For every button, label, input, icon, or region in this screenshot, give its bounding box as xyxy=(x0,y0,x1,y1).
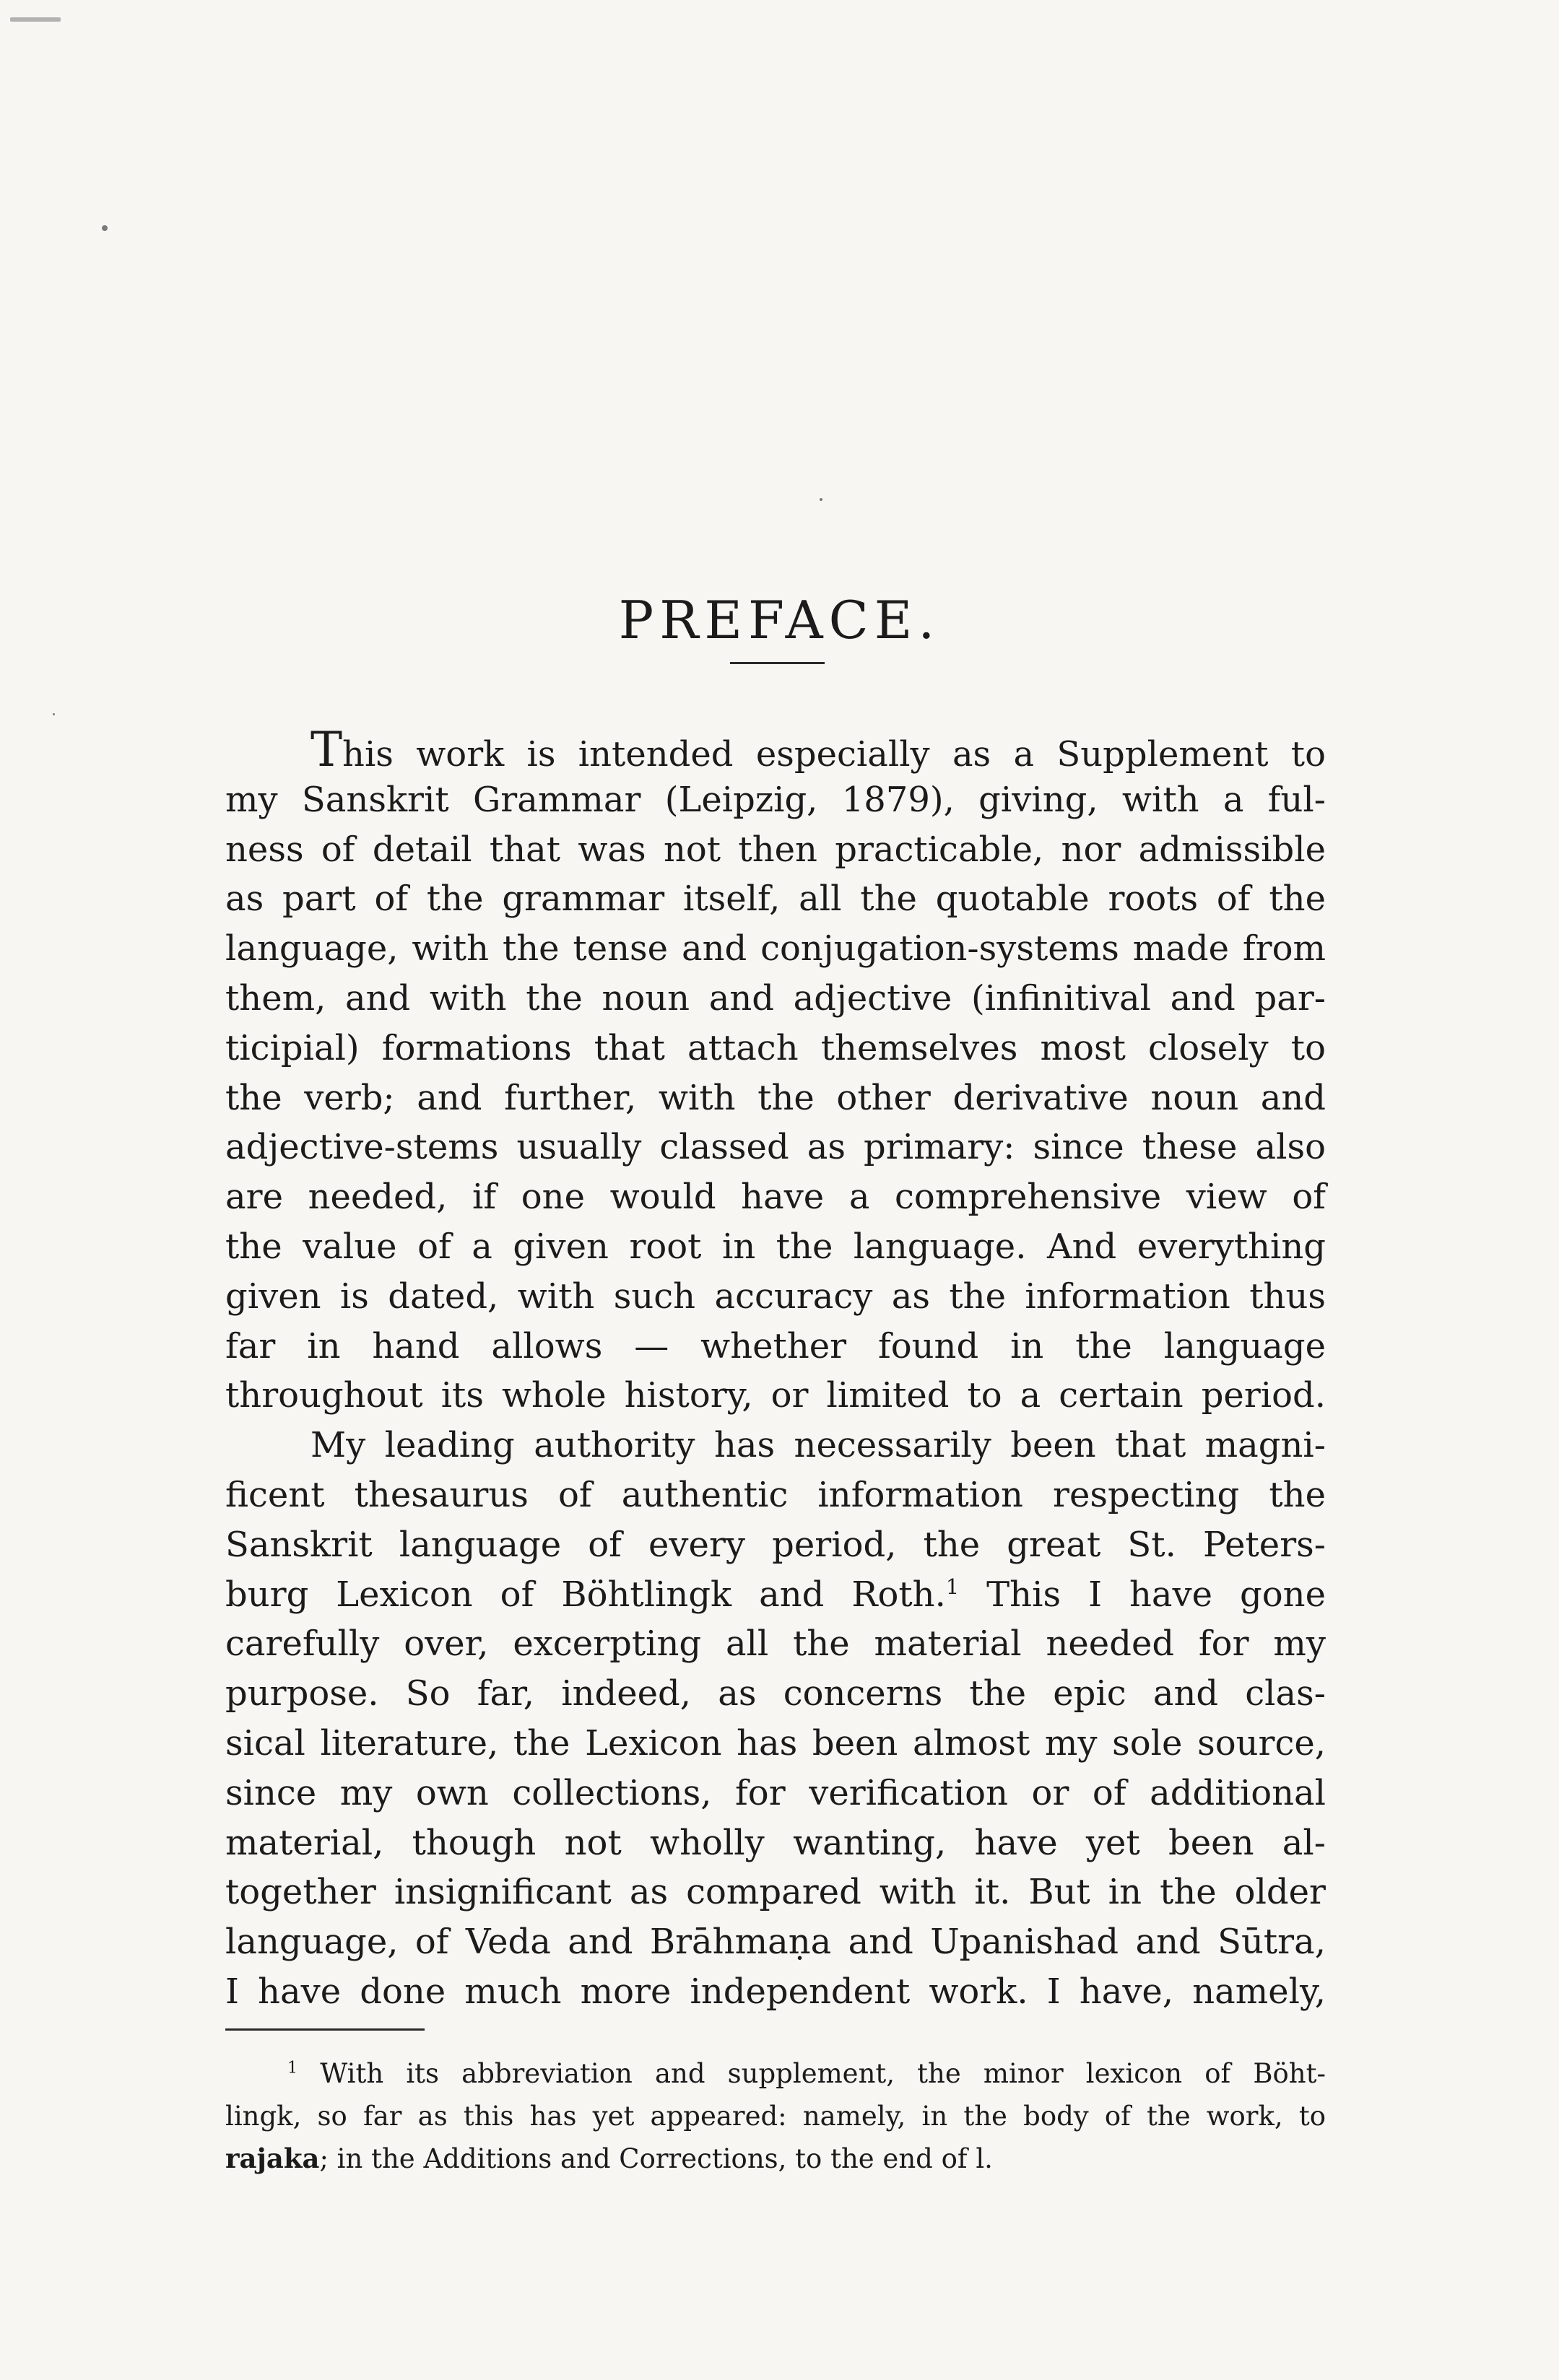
footnote-divider xyxy=(225,2028,425,2031)
text-line: language, of Veda and Brāhmaṇa and Upanishad and Sūtra, xyxy=(225,1922,1326,1963)
text-line: throughout its whole history, or limited to a certain period. xyxy=(225,1375,1326,1416)
text-line: My leading authority has necessarily been that magni- xyxy=(311,1425,1326,1466)
text-line: I have done much more independent work. I have, namely, xyxy=(225,1971,1326,2012)
text-line: since my own collections, for verification or of additional xyxy=(225,1772,1326,1813)
title-divider xyxy=(730,662,825,664)
footnote-line: rajaka; in the Additions and Corrections, to the end of l. xyxy=(225,2143,993,2174)
text-line: as part of the grammar itself, all the quotable roots of the xyxy=(225,879,1326,920)
text-line: adjective-stems usually classed as primary: since these also xyxy=(225,1127,1326,1168)
preface-body xyxy=(225,722,1326,2017)
page-title: PREFACE. xyxy=(618,590,941,651)
text-line: them, and with the noun and adjective (infinitival and par- xyxy=(225,977,1326,1019)
footnote-line: $^1$ With its abbreviation and supplement, the minor lexicon of Böht- xyxy=(287,2058,1326,2089)
text-line: Sanskrit language of every period, the great St. Peters- xyxy=(225,1524,1326,1565)
text-line: ficent thesaurus of authentic information respecting the xyxy=(225,1474,1326,1515)
text-line: material, though not wholly wanting, have yet been al- xyxy=(225,1822,1326,1863)
print-speck xyxy=(53,713,55,715)
footnote-mark: 1 xyxy=(287,2058,298,2078)
print-speck xyxy=(102,225,108,231)
text-line: are needed, if one would have a comprehensive view of xyxy=(225,1177,1326,1218)
footnote xyxy=(225,2052,1326,2180)
text-line: ticipial) formations that attach themselves most closely to xyxy=(225,1027,1326,1068)
text-line: sical literature, the Lexicon has been almost my sole source, xyxy=(225,1722,1326,1764)
text-line: language, with the tense and conjugation-systems made from xyxy=(225,928,1326,969)
text-line: carefully over, excerpting all the material needed for my xyxy=(225,1623,1326,1665)
text-line: together insignificant as compared with it. But in the older xyxy=(225,1872,1326,1913)
text-line: burg Lexicon of Böhtlingk and Roth.$^1$ This I have gone xyxy=(225,1574,1326,1615)
text-line: the value of a given root in the language. And everything xyxy=(225,1226,1326,1267)
text-line: ness of detail that was not then practicable, nor admissible xyxy=(225,829,1326,870)
text-line: my Sanskrit Grammar (Leipzig, 1879), giving, with a ful- xyxy=(225,779,1326,820)
footnote-term: rajaka xyxy=(225,2143,320,2174)
footnote-line: lingk, so far as this has yet appeared: namely, in the body of the work, to xyxy=(225,2101,1326,2132)
text-line: far in hand allows — whether found in the language xyxy=(225,1325,1326,1366)
footnote-reference: 1 xyxy=(945,1574,960,1599)
text-line: the verb; and further, with the other derivative noun and xyxy=(225,1077,1326,1118)
text-line: given is dated, with such accuracy as the information thus xyxy=(225,1276,1326,1317)
print-speck xyxy=(10,17,61,22)
print-speck xyxy=(820,498,822,501)
drop-cap: T xyxy=(311,722,343,777)
text-line: This work is intended especially as a Supplement to xyxy=(311,722,1326,777)
text-line: purpose. So far, indeed, as concerns the epic and clas- xyxy=(225,1673,1326,1714)
